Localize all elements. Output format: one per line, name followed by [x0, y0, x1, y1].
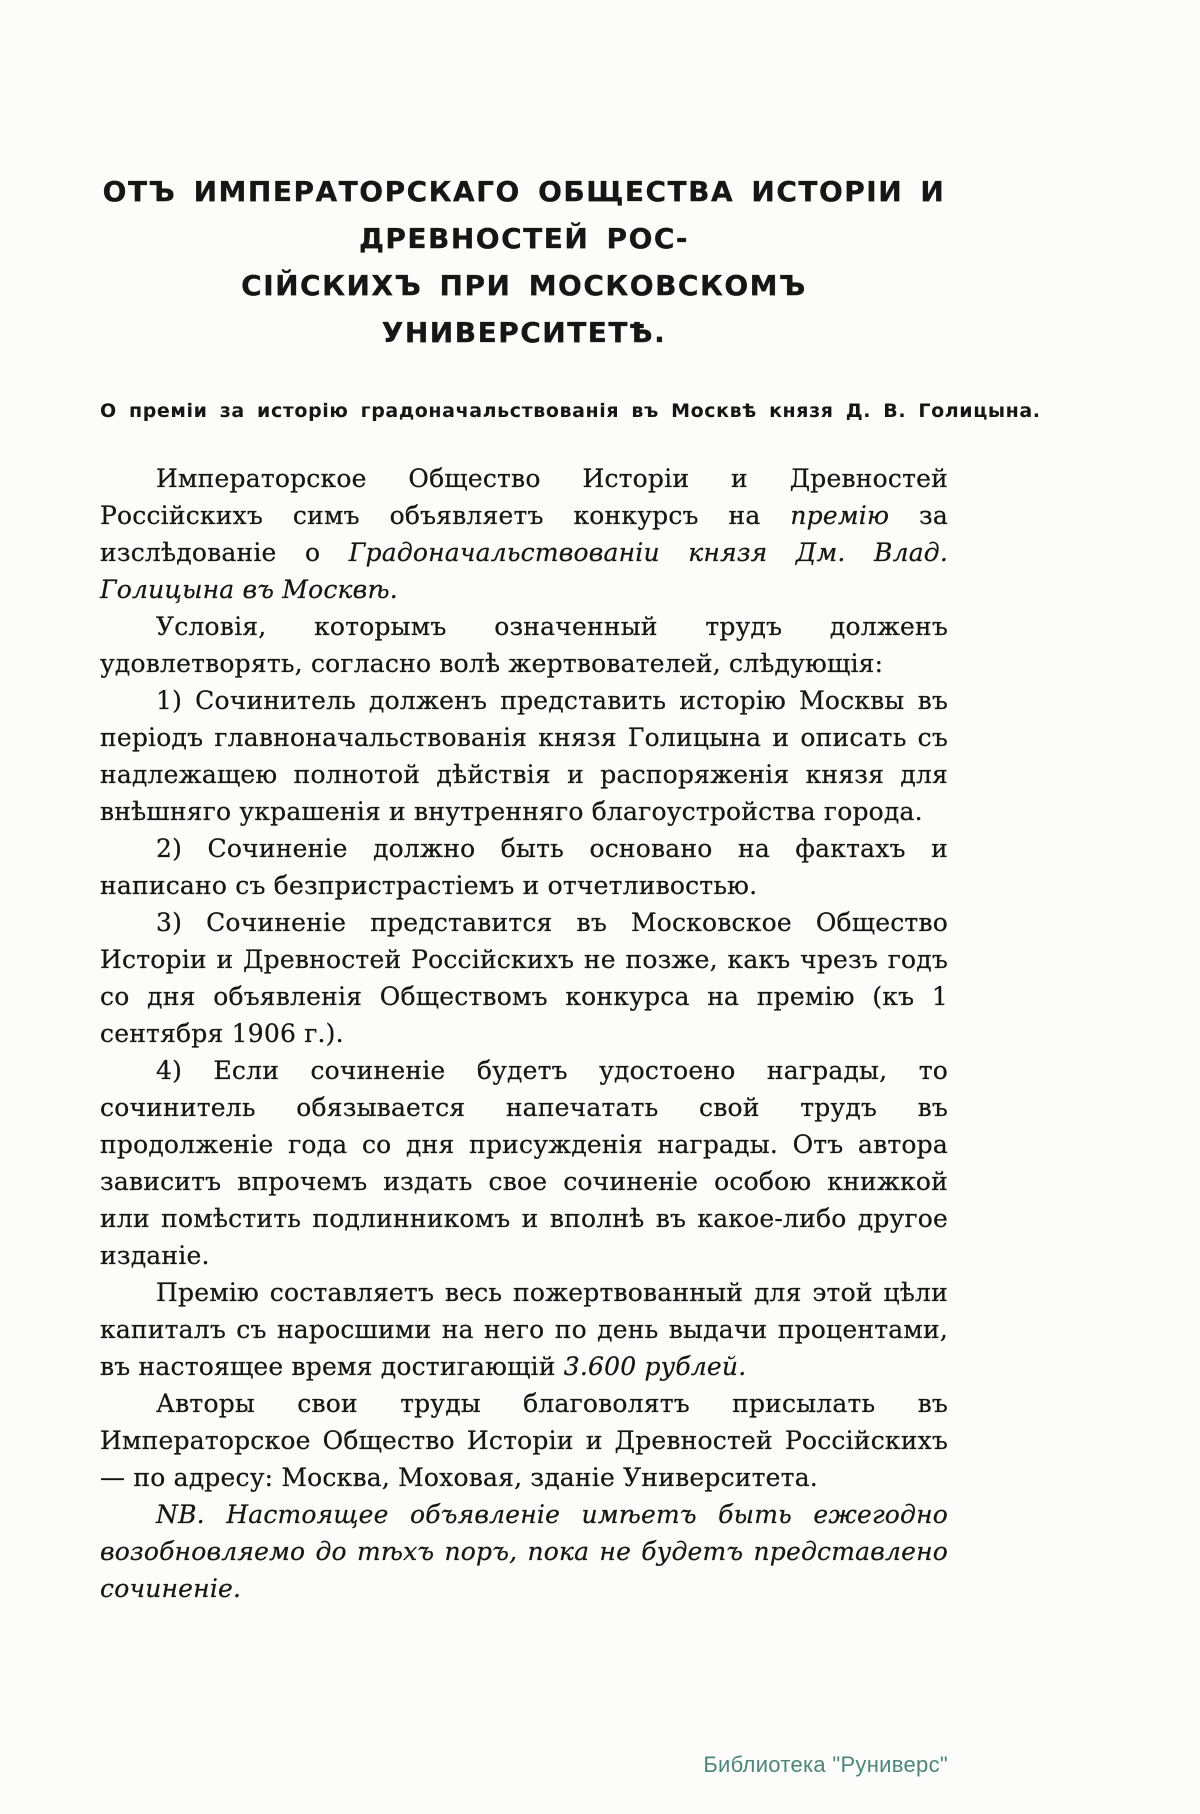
- heading-line-2: СІЙСКИХЪ ПРИ МОСКОВСКОМЪ УНИВЕРСИТЕТѢ.: [241, 269, 807, 349]
- paragraph-9-nota-bene: NB. Настоящее объявленіе имѣетъ быть ежегодно возобновляемо до тѣхъ поръ, пока не будетъ представлено сочиненіе.: [100, 1500, 948, 1603]
- paragraph-1-italic-title: Градоначальствованіи князя Дм. Влад. Голицына въ Москвѣ.: [100, 538, 948, 604]
- paragraph-7-italic-amount: 3.600 рублей.: [563, 1352, 747, 1381]
- paragraph-1-text-2: за изслѣдованіе о: [100, 501, 948, 567]
- library-watermark: Библиотека "Руниверс": [703, 1752, 948, 1777]
- paragraph-6-condition-4: 4) Если сочиненіе будетъ удостоено награды, то сочинитель обязывается напечатать свой трудъ въ продолженіе года со дня присужденія награды. Отъ автора зависитъ впрочемъ издать свое сочиненіе особою книжкой или помѣстить подлинникомъ и вполнѣ въ какое-либо другое изданіе.: [100, 1056, 948, 1270]
- document-heading: [100, 168, 948, 356]
- paragraph-8-submission-address: Авторы свои труды благоволятъ присылать въ Императорское Общество Исторіи и Древностей Россійскихъ — по адресу: Москва, Моховая, зданіе Университета.: [100, 1389, 948, 1492]
- paragraph-2-conditions-intro: Условія, которымъ означенный трудъ долженъ удовлетворять, согласно волѣ жертвователей, слѣдующія:: [100, 612, 948, 678]
- document-subheading: О преміи за исторію градоначальствованія въ Москвѣ князя Д. В. Голицына.: [100, 400, 1041, 422]
- text-column: [100, 168, 1041, 1607]
- heading-line-1: ОТЪ ИМПЕРАТОРСКАГО ОБЩЕСТВА ИСТОРІИ И ДРЕВНОСТЕЙ РОС-: [102, 175, 946, 255]
- paragraph-1-text: Императорское Общество Исторіи и Древностей Россійскихъ симъ объявляетъ конкурсъ на: [100, 464, 948, 530]
- paragraph-1: [100, 460, 948, 608]
- paragraph-1-italic-premium: премію: [790, 501, 890, 530]
- paragraph-4-condition-2: 2) Сочиненіе должно быть основано на фактахъ и написано съ безпристрастіемъ и отчетливостью.: [100, 834, 948, 900]
- paragraph-7-text: Премію составляетъ весь пожертвованный для этой цѣли капиталъ съ наросшими на него по день выдачи процентами, въ настоящее время достигающій: [100, 1278, 948, 1381]
- document-body: [100, 460, 948, 1607]
- paragraph-5-condition-3: 3) Сочиненіе представится въ Московское Общество Исторіи и Древностей Россійскихъ не позже, какъ чрезъ годъ со дня объявленія Обществомъ конкурса на премію (къ 1 сентября 1906 г.).: [100, 908, 948, 1048]
- paragraph-3-condition-1: 1) Сочинитель долженъ представить исторію Москвы въ періодъ главноначальствованія князя Голицына и описать съ надлежащею полнотой дѣйствія и распоряженія князя для внѣшняго украшенія и внутренняго благоустройства города.: [100, 686, 948, 826]
- paragraph-7-prize-amount: [100, 1274, 948, 1385]
